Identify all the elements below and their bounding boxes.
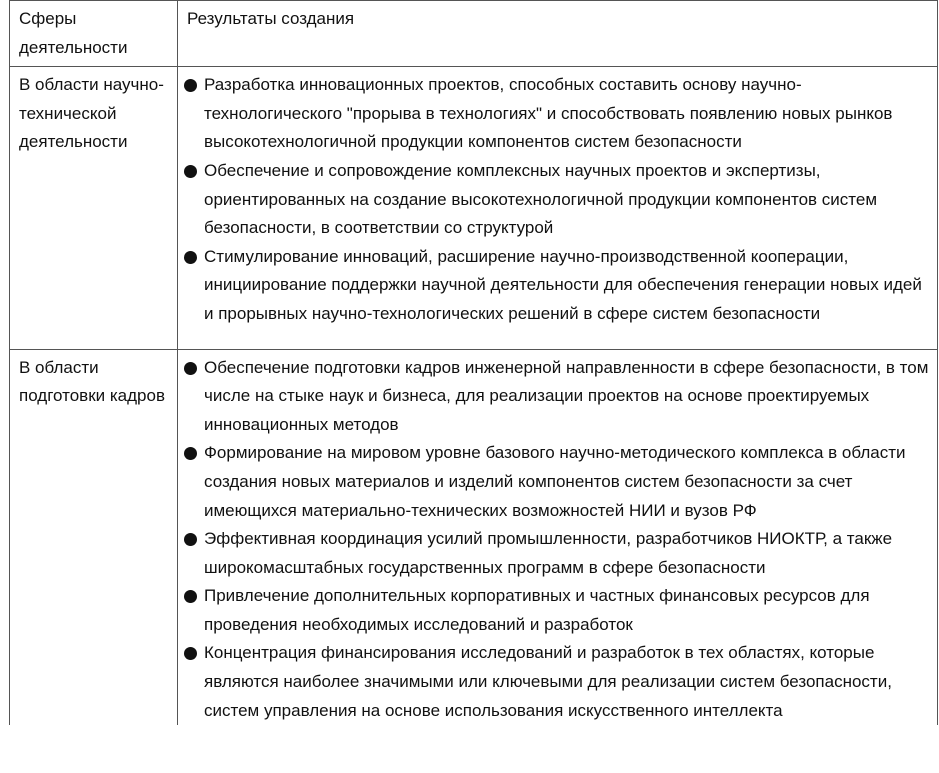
header-sphere: Сферы деятельности [10, 1, 178, 67]
list-item: Концентрация финансирования исследований и разработок в тех областях, которые являются наиболее значимыми или ключевыми для реализации систем безопасности, систем управления на основе использования искусственного интеллекта [184, 639, 929, 725]
results-cell-personnel [178, 349, 938, 725]
list-item: Разработка инновационных проектов, способных составить основу научно-технологического "прорыва в технологиях" и способствовать появлению новых рынков высокотехнологичной продукции компонентов систем безопасности [184, 71, 929, 157]
table-row-personnel [10, 349, 938, 725]
list-item: Привлечение дополнительных корпоративных и частных финансовых ресурсов для проведения необходимых исследований и разработок [184, 582, 929, 639]
header-results: Результаты создания [178, 1, 938, 67]
results-list-science [184, 71, 929, 328]
sphere-cell-personnel: В области подготовки кадров [10, 349, 178, 725]
sphere-cell-science: В области научно-технической деятельности [10, 67, 178, 349]
list-item: Стимулирование инноваций, расширение научно-производственной кооперации, инициирование поддержки научной деятельности для обеспечения генерации новых идей и прорывных научно-технологических решений в сфере систем безопасности [184, 243, 929, 329]
list-item: Обеспечение и сопровождение комплексных научных проектов и экспертизы, ориентированных на создание высокотехнологичной продукции компонентов систем безопасности, в соответствии со структурой [184, 157, 929, 243]
list-item: Эффективная координация усилий промышленности, разработчиков НИОКТР, а также широкомасштабных государственных программ в сфере безопасности [184, 525, 929, 582]
results-table [9, 0, 938, 725]
table-row-science [10, 67, 938, 349]
results-list-personnel [184, 354, 929, 726]
results-cell-science [178, 67, 938, 349]
list-item: Формирование на мировом уровне базового научно-методического комплекса в области создания новых материалов и изделий компонентов систем безопасности за счет имеющихся материально-технических возможностей НИИ и вузов РФ [184, 439, 929, 525]
table-header-row [10, 1, 938, 67]
list-item: Обеспечение подготовки кадров инженерной направленности в сфере безопасности, в том числе на стыке наук и бизнеса, для реализации проектов на основе проектируемых инновационных методов [184, 354, 929, 440]
